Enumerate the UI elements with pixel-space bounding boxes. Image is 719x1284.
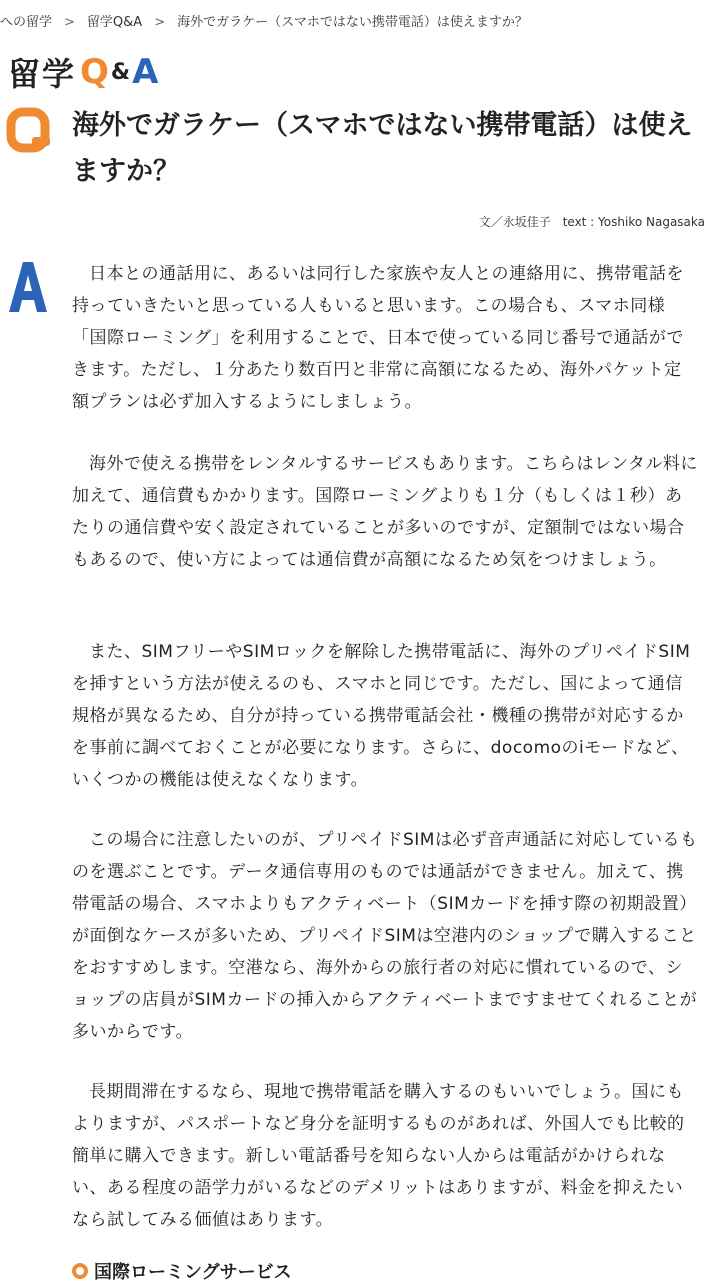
q-badge-icon — [6, 107, 54, 155]
logo-text-a: A — [132, 52, 159, 92]
breadcrumb-item-qa[interactable]: 留学Q&A — [86, 15, 143, 30]
circle-bullet-icon — [72, 1263, 88, 1279]
logo-text-amp: & — [110, 59, 131, 85]
a-badge-icon — [6, 258, 50, 314]
breadcrumb — [0, 10, 719, 36]
breadcrumb-item-study[interactable]: への留学 — [0, 15, 53, 30]
section-heading-roaming — [72, 1260, 292, 1282]
page-title: 海外でガラケー（スマホではない携帯電話）は使えますか？ — [72, 110, 693, 187]
logo-text-ryugaku: 留学 — [8, 55, 77, 93]
breadcrumb-separator: > — [64, 15, 75, 30]
breadcrumb-item-current: 海外でガラケー（スマホではない携帯電話）は使えますか？ — [177, 15, 528, 30]
answer-paragraph-4: この場合に注意したいのが、プリペイドSIMは必ず音声通話に対応しているものを選ぶことです。データ通信専用のものでは通話ができません。加えて、携帯電話の場合、スマホよりもアクティベート（SIMカードを挿す際の初期設置）が面倒なケースが多いため、プリペイドSIMは空港内のショップで購入することをおすすめします。空港なら、海外からの旅行者の対応に慣れているので、ショップの店員がSIMカードの挿入からアクティベートまですませてくれることが多いからです。 — [72, 830, 698, 1042]
answer-paragraph-3: また、SIMフリーやSIMロックを解除した携帯電話に、海外のプリペイドSIMを挿すという方法が使えるのも、スマホと同じです。ただし、国によって通信規格が異なるため、自分が持っている携帯電話会社・機種の携帯が対応するかを事前に調べておくことが必要になります。さらに、docomoのiモードなど、いくつかの機能は使えなくなります。 — [72, 642, 691, 790]
answer-paragraph-1: 日本との通話用に、あるいは同行した家族や友人との連絡用に、携帯電話を持っていきたいと思っている人もいると思います。この場合も、スマホ同様「国際ローミング」を利用することで、日本で使っている同じ番号で通話ができます。ただし、１分あたり数百円と非常に高額になるため、海外パケット定額プランは必ず加入するようにしましょう。 — [72, 264, 684, 412]
answer-paragraph-5: 長期間滞在するなら、現地で携帯電話を購入するのもいいでしょう。国にもよりますが、パスポートなど身分を証明するものがあれば、外国人でも比較的簡単に購入できます。新しい電話番号を知らない人からは電話がかけられない、ある程度の語学力がいるなどのデメリットはありますが、料金を抑えたいなら試してみる価値はあります。 — [72, 1082, 685, 1230]
author-byline: 文／永坂佳子 text : Yoshiko Nagasaka — [478, 215, 705, 229]
section-heading-text: 国際ローミングサービス — [94, 1262, 292, 1283]
answer-paragraph-2: 海外で使える携帯をレンタルするサービスもあります。こちらはレンタル料に加えて、通信費もかかります。国際ローミングよりも１分（もしくは１秒）あたりの通信費や安く設定されていることが多いのですが、定額制ではない場合もあるので、使い方によっては通信費が高額になるため気をつけましょう。 — [72, 454, 698, 570]
logo-text-q: Q — [80, 52, 109, 92]
breadcrumb-separator: > — [154, 15, 166, 30]
ryugaku-qa-logo[interactable] — [8, 52, 158, 92]
